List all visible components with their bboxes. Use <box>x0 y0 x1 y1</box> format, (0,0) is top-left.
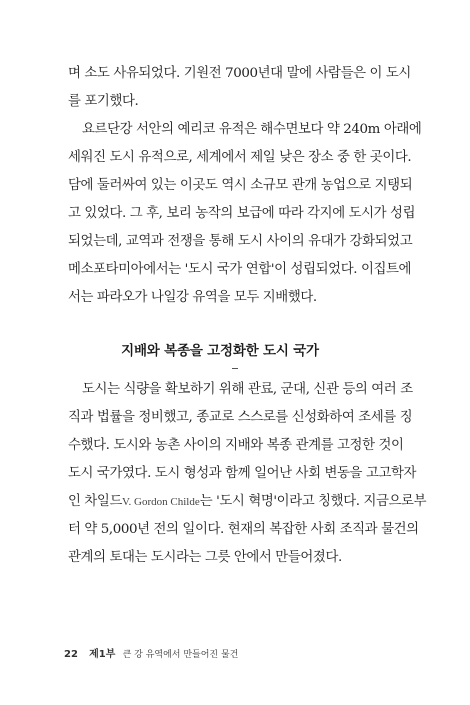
part-label: 제1부 <box>89 649 116 660</box>
text-line: 며 소도 사유되었다. 기원전 7000년대 말에 사람들은 이 도시 <box>68 66 411 81</box>
second-text-block <box>68 376 427 572</box>
section-heading: 지배와 복종을 고정화한 도시 국가 <box>121 343 319 359</box>
childe-suffix: 는 '도시 혁명'이라고 칭했다. 지금으로부 <box>199 494 427 509</box>
top-text-block <box>68 60 422 312</box>
childe-prefix: 인 차일드 <box>68 494 122 509</box>
text-line: 세워진 도시 유적으로, 세계에서 제일 낮은 장소 중 한 곳이다. <box>68 150 412 165</box>
text-line: 관계의 토대는 도시라는 그릇 안에서 만들어졌다. <box>68 550 342 565</box>
text-line: 요르단강 서안의 예리코 유적은 해수면보다 약 240m 아래에 <box>82 122 422 137</box>
text-line: 도시 국가였다. 도시 형성과 함께 일어난 사회 변동을 고고학자 <box>68 466 417 481</box>
text-line: 담에 둘러싸여 있는 이곳도 역시 소규모 관개 농업으로 지탱되 <box>68 178 413 193</box>
text-line: 서는 파라오가 나일강 유역을 모두 지배했다. <box>68 290 317 305</box>
chapter-title: 큰 강 유역에서 만들어진 물건 <box>122 650 239 660</box>
text-line: 터 약 5,000년 전의 일이다. 현재의 복잡한 사회 조직과 물건의 <box>68 522 419 537</box>
text-line: 도시는 식량을 확보하기 위해 관료, 군대, 신관 등의 여러 조 <box>82 382 413 397</box>
heading-divider <box>232 368 238 369</box>
text-line: 메소포타미아에서는 '도시 국가 연합'이 성립되었다. 이집트에 <box>68 262 412 277</box>
text-line: 고 있었다. 그 후, 보리 농작의 보급에 따라 각지에 도시가 성립 <box>68 206 416 221</box>
text-line: 를 포기했다. <box>68 94 139 109</box>
childe-latin-name: V. Gordon Childe <box>122 496 200 508</box>
text-line: 직과 법률을 정비했고, 종교로 스스로를 신성화하여 조세를 징 <box>68 410 413 425</box>
page-footer <box>64 645 238 660</box>
text-line-childe <box>68 488 427 516</box>
text-line: 되었는데, 교역과 전쟁을 통해 도시 사이의 유대가 강화되었고 <box>68 234 413 249</box>
page-number: 22 <box>64 649 78 660</box>
text-line: 수했다. 도시와 농촌 사이의 지배와 복종 관계를 고정한 것이 <box>68 438 404 453</box>
